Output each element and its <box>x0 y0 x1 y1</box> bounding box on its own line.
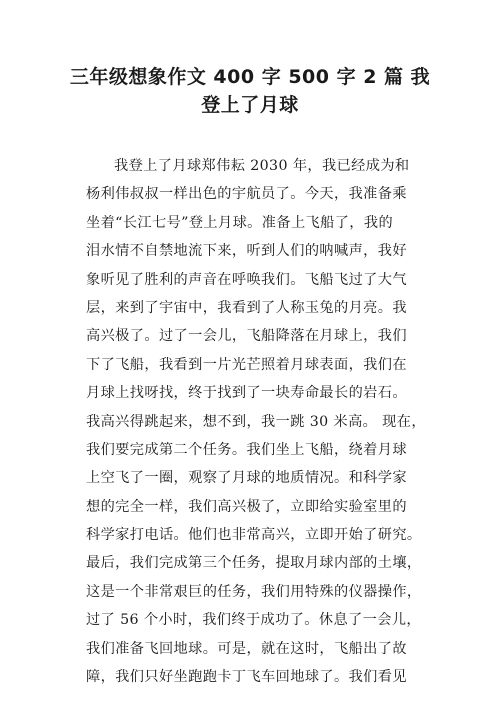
body-line: 想的完全一样，我们高兴极了，立即给实验室里的 <box>86 498 407 515</box>
body-line: 我们要完成第二个任务。我们坐上飞船，绕着月球 <box>86 441 407 458</box>
document-title <box>60 64 440 121</box>
body-line: 障，我们只好坐跑跑卡丁飞车回地球了。我们看见 <box>86 669 407 686</box>
body-line: 高兴极了。过了一会儿，飞船降落在月球上，我们 <box>86 328 407 345</box>
body-line: 我高兴得跳起来，想不到，我一跳 30 米高。 现在， <box>86 413 426 430</box>
body-line: 杨利伟叔叔一样出色的宇航员了。今天，我准备乘 <box>86 186 407 203</box>
body-line: 泪水情不自禁地流下来，听到人们的呐喊声，我好 <box>86 243 407 260</box>
essay-body <box>86 152 426 691</box>
body-line: 月球上找呀找，终于找到了一块寿命最长的岩石。 <box>86 385 407 402</box>
body-line: 下了飞船，我看到一片光芒照着月球表面，我们在 <box>86 356 407 373</box>
body-line: 上空飞了一圈，观察了月球的地质情况。和科学家 <box>86 470 407 487</box>
body-line: 象听见了胜利的声音在呼唤我们。飞船飞过了大气 <box>86 271 407 288</box>
body-line: 最后，我们完成第三个任务，提取月球内部的土壤， <box>86 555 422 572</box>
body-line: 过了 56 个小时，我们终于成功了。休息了一会儿， <box>86 612 422 629</box>
body-line: 这是一个非常艰巨的任务，我们用特殊的仪器操作， <box>86 583 422 600</box>
body-line: 层，来到了宇宙中，我看到了人称玉兔的月亮。我 <box>86 299 407 316</box>
body-line: 坐着“长江七号”登上月球。准备上飞船了，我的 <box>86 214 394 231</box>
body-line: 我们准备飞回地球。可是，就在这时，飞船出了故 <box>86 640 407 657</box>
title-line-2: 登上了月球 <box>201 94 299 117</box>
body-line: 我登上了月球郑伟耘 2030 年，我已经成为和 <box>114 158 410 174</box>
title-line-1: 三年级想象作文 400 字 500 字 2 篇 我 <box>69 66 431 88</box>
body-line: 科学家打电话。他们也非常高兴，立即开始了研究。 <box>86 527 422 544</box>
